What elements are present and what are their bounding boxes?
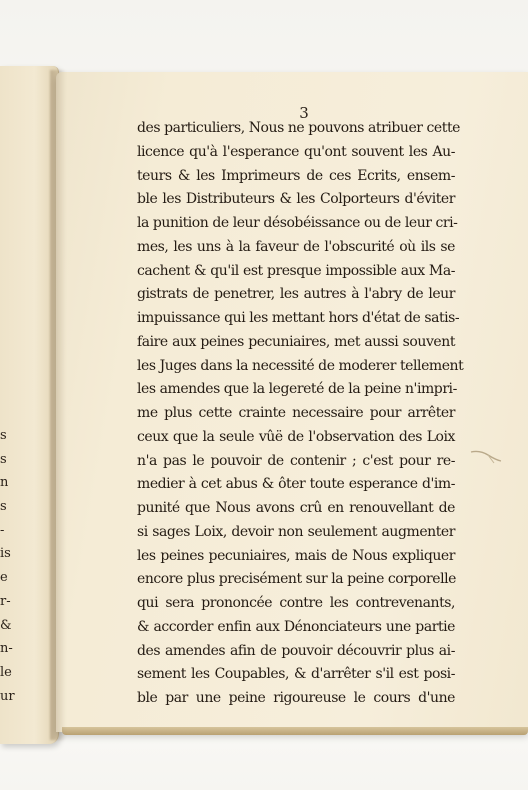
text-line: qui sera prononcée contre les contrevenants,	[137, 595, 455, 611]
left-fragment: &	[0, 617, 12, 633]
text-line: me plus cette crainte necessaire pour arrêter	[137, 405, 455, 421]
left-fragment: ur	[0, 688, 15, 704]
text-line: ceux que la seule vûë de l'observation des Loix	[137, 428, 455, 445]
text-line: teurs & les Imprimeurs de ces Ecrits, ensem-	[137, 167, 455, 184]
page-edge	[62, 727, 528, 735]
text-line: & accorder enfin aux Dénonciateurs une partie	[137, 618, 455, 635]
paper-tear-mark	[470, 448, 502, 466]
page-number: 3	[299, 104, 309, 122]
left-fragment: s	[0, 428, 7, 443]
text-line: licence qu'à l'esperance qu'ont souvent les Au-	[137, 143, 455, 160]
left-fragment: le	[0, 664, 12, 680]
text-line: cachent & qu'il est presque impossible aux Ma-	[137, 262, 455, 279]
left-fragment: n-	[0, 641, 13, 657]
text-line: medier à cet abus & ôter toute esperance d'im-	[137, 476, 455, 493]
text-line: si sages Loix, devoir non seulement augmenter	[137, 523, 455, 540]
body-text	[137, 117, 464, 711]
left-fragment: s	[0, 451, 7, 467]
spine-shadow	[50, 70, 66, 740]
text-line: ble par une peine rigoureuse le cours d'une	[137, 690, 455, 706]
text-line: faire aux peines pecuniaires, met aussi souvent	[137, 333, 455, 350]
text-line: mes, les uns à la faveur de l'obscurité où ils se	[137, 238, 455, 255]
text-line: les amendes que la legereté de la peine n'impri-	[137, 381, 457, 398]
text-line: sement les Coupables, & d'arrêter s'il est posi-	[137, 666, 455, 683]
text-line: gistrats de penetrer, les autres à l'abry de leur	[137, 286, 455, 303]
left-fragment: n	[0, 475, 9, 491]
text-line: ble les Distributeurs & les Colporteurs d'éviter	[137, 191, 455, 208]
left-fragment: s	[0, 499, 7, 515]
left-fragment: r-	[0, 593, 11, 609]
text-line: n'a pas le pouvoir de contenir ; c'est pour re-	[137, 452, 455, 469]
text-line: les peines pecuniaires, mais de Nous expliquer	[137, 547, 455, 564]
text-line: la punition de leur désobéissance ou de leur cri-	[137, 215, 458, 231]
left-fragment: e	[0, 570, 8, 586]
text-line: des particuliers, Nous ne pouvons atribuer cette	[137, 120, 460, 136]
left-fragment: is	[0, 546, 11, 562]
left-page-text-fragments	[0, 424, 16, 708]
left-fragment: -	[0, 522, 5, 538]
text-line: les Juges dans la necessité de moderer tellement	[137, 357, 464, 374]
text-line: impuissance qui les mettant hors d'état de satis-	[137, 310, 460, 326]
text-line: punité que Nous avons crû en renouvellant de	[137, 500, 455, 516]
text-line: encore plus precisément sur la peine corporelle	[137, 571, 456, 588]
text-line: des amendes afin de pouvoir découvrir plus ai-	[137, 642, 455, 659]
